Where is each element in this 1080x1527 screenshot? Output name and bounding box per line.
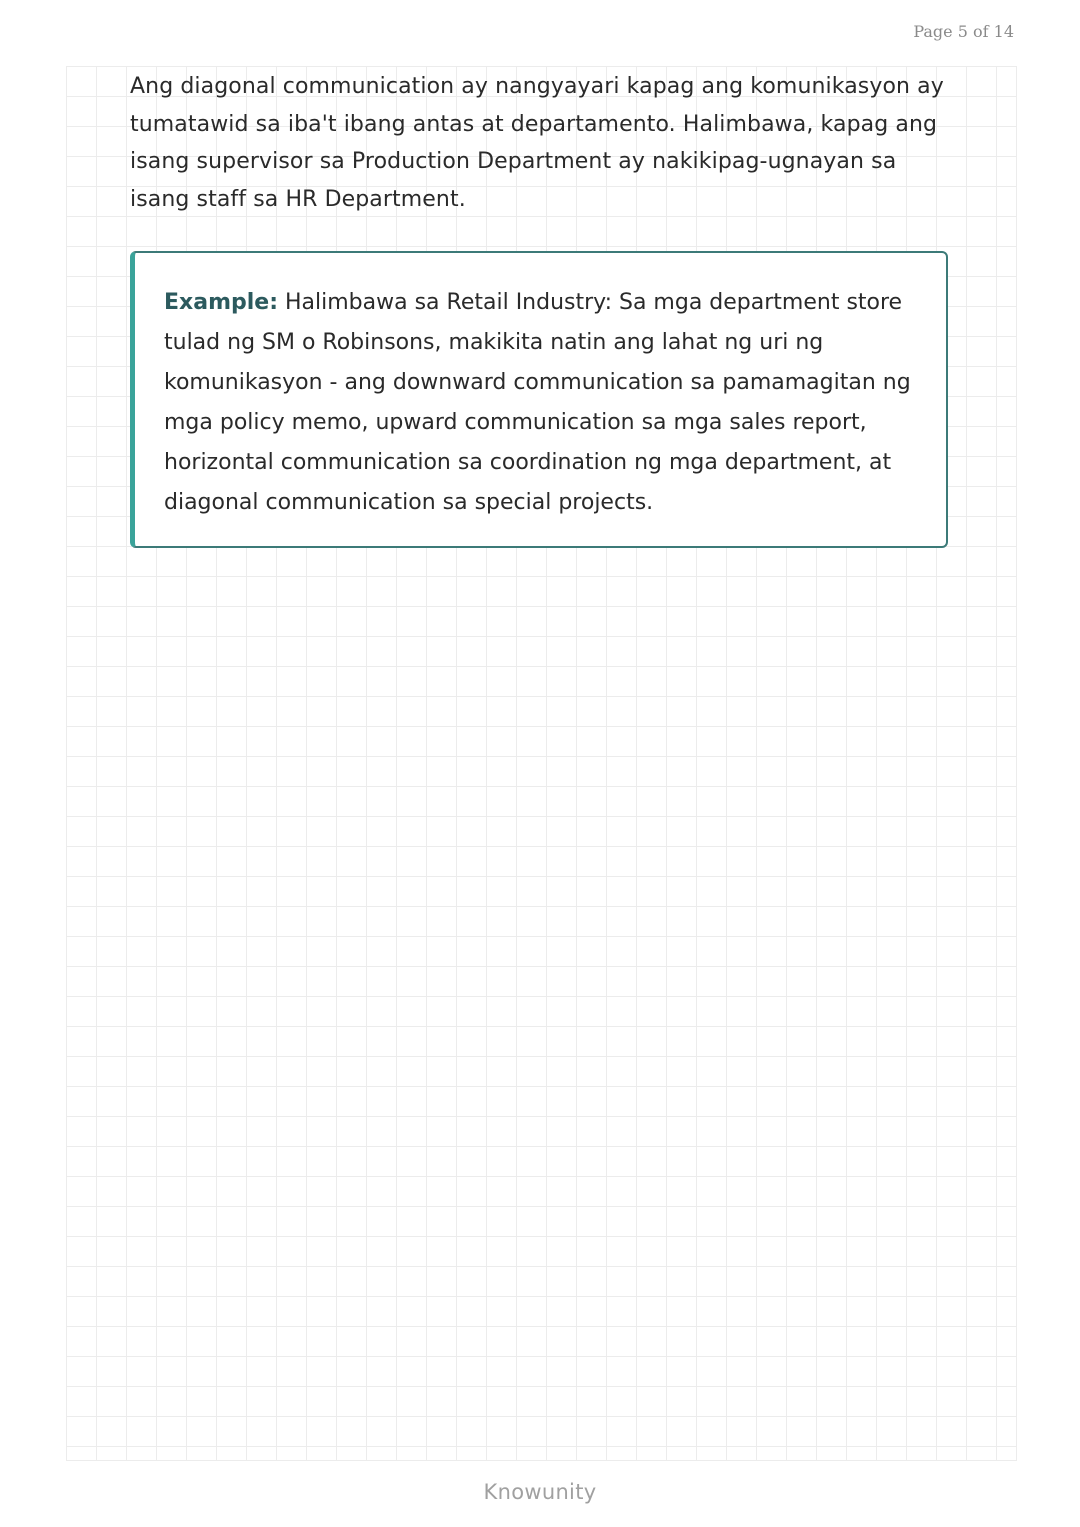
example-body: Halimbawa sa Retail Industry: Sa mga department store tulad ng SM o Robinsons, makikita natin ang lahat ng uri ng komunikasyon - ang downward communication sa pamamagitan ng mga policy memo, upward communication sa mga sales report, horizontal communication sa coordination ng mga department, at diagonal communication sa special projects. [164,290,911,515]
footer-brand: Knowunity [483,1480,597,1504]
page-number: Page 5 of 14 [913,22,1014,41]
example-text-block [164,283,934,523]
example-label: Example: [164,290,278,315]
intro-paragraph: Ang diagonal communication ay nangyayari kapag ang komunikasyon ay tumatawid sa iba't ibang antas at departamento. Halimbawa, kapag ang isang supervisor sa Production Department ay nakikipag-ugnayan sa isang staff sa HR Department. [130,74,944,212]
example-callout-box [130,251,948,548]
